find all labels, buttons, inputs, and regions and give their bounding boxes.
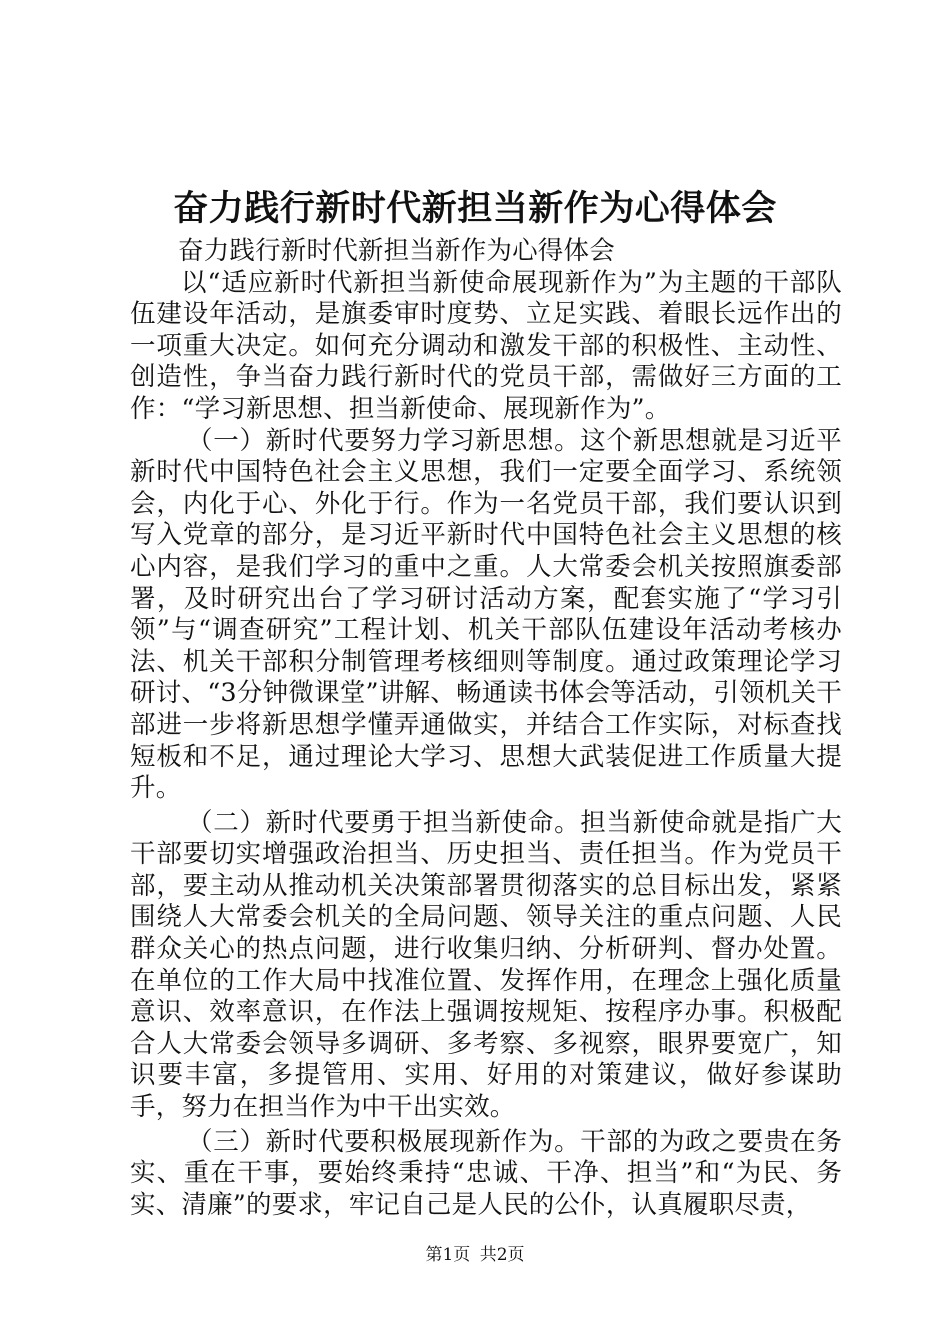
page-footer: 第1页 共2页 (425, 1245, 525, 1265)
section-three-paragraph: （三）新时代要积极展现新作为。干部的为政之要贵在务实、重在干事，要始终秉持“忠诚、干净、担当”和“为民、务实、清廉”的要求，牢记自己是人民的公仆，认真履职尽责， (130, 1126, 842, 1220)
subtitle-paragraph: 奋力践行新时代新担当新作为心得体会 (178, 236, 615, 266)
document-body (130, 236, 842, 1221)
document-title: 奋力践行新时代新担当新作为心得体会 (173, 189, 777, 229)
section-one-paragraph: （一）新时代要努力学习新思想。这个新思想就是习近平新时代中国特色社会主义思想，我们一定要全面学习、系统领会，内化于心、外化于行。作为一名党员干部，我们要认识到写入党章的部分，是习近平新时代中国特色社会主义思想的核心内容，是我们学习的重中之重。人大常委会机关按照旗委部署，及时研究出台了学习研讨活动方案，配套实施了“学习引领”与“调查研究”工程计划、机关干部队伍建设年活动考核办法、机关干部积分制管理考核细则等制度。通过政策理论学习研讨、“3分钟微课堂”讲解、畅通读书体会等活动，引领机关干部进一步将新思想学懂弄通做实，并结合工作实际，对标查找短板和不足，通过理论大学习、思想大武装促进工作质量大提升。 (130, 425, 842, 804)
section-two-paragraph: （二）新时代要勇于担当新使命。担当新使命就是指广大干部要切实增强政治担当、历史担当、责任担当。作为党员干部，要主动从推动机关决策部署贯彻落实的总目标出发，紧紧围绕人大常委会机关的全局问题、领导关注的重点问题、人民群众关心的热点问题，进行收集归纳、分析研判、督办处置。在单位的工作大局中找准位置、发挥作用，在理念上强化质量意识、效率意识，在作法上强调按规矩、按程序办事。积极配合人大常委会领导多调研、多考察、多视察，眼界要宽广，知识要丰富，多提管用、实用、好用的对策建议，做好参谋助手，努力在担当作为中干出实效。 (130, 807, 842, 1123)
intro-paragraph: 以“适应新时代新担当新使命展现新作为”为主题的干部队伍建设年活动，是旗委审时度势、立足实践、着眼长远作出的一项重大决定。如何充分调动和激发干部的积极性、主动性、创造性，争当奋力践行新时代的党员干部，需做好三方面的工作：“学习新思想、担当新使命、展现新作为”。 (130, 267, 842, 424)
